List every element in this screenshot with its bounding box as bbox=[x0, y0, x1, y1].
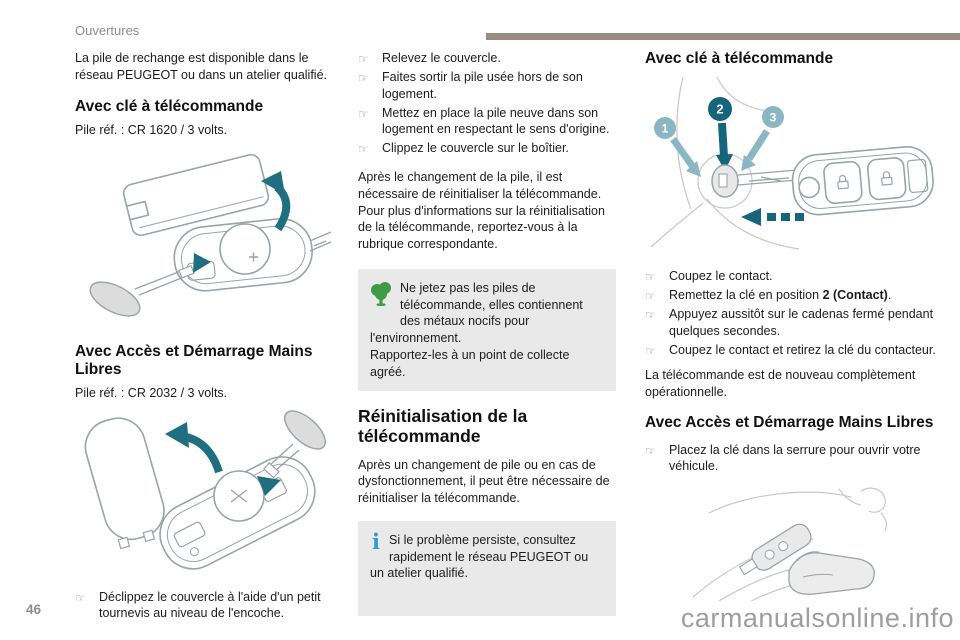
pointer-hand-icon: ☞ bbox=[645, 270, 656, 285]
info-icon: i bbox=[372, 528, 380, 554]
step-list-battery-change bbox=[358, 50, 616, 157]
environment-note-line1: Ne jetez pas les piles de télécommande, elles contiennent des métaux nocifs pour l'environnement. bbox=[370, 280, 583, 346]
step-item bbox=[358, 50, 616, 67]
remote-key-battery-illustration bbox=[81, 143, 331, 325]
svg-text:2: 2 bbox=[716, 101, 724, 117]
step-text: Clippez le couvercle sur le boîtier. bbox=[382, 141, 569, 156]
tree-icon bbox=[370, 281, 392, 312]
step-item bbox=[645, 287, 939, 304]
step-text: Remettez la clé en position 2 (Contact). bbox=[669, 288, 892, 303]
step-item bbox=[75, 589, 333, 623]
step-item bbox=[645, 306, 939, 340]
callout-3-badge bbox=[762, 106, 784, 128]
pointer-hand-icon: ☞ bbox=[358, 52, 369, 66]
step-item bbox=[645, 268, 939, 285]
step-item bbox=[645, 342, 939, 359]
column-middle bbox=[358, 50, 616, 622]
step-text: Déclippez le couvercle à l'aide d'un petit tournevis au niveau de l'encoche. bbox=[99, 589, 321, 621]
step-text: Placez la clé dans la serrure pour ouvrir votre véhicule. bbox=[669, 442, 921, 474]
ignition-reset-illustration bbox=[645, 75, 939, 255]
pointer-hand-icon: ☞ bbox=[75, 590, 86, 605]
environment-note-line2: Rapportez-les à un point de collecte agréé. bbox=[370, 347, 570, 379]
section-title-remote-key: Avec clé à télécommande bbox=[75, 97, 264, 115]
after-battery-note: Après le changement de la pile, il est nécessaire de réinitialiser la télécommande. Pour plus d'informations sur la réinitialisation de la télécommande, reportez-vous à la rubrique correspondante. bbox=[358, 170, 605, 252]
step-item bbox=[358, 105, 616, 139]
step-text: Mettez en place la pile neuve dans son logement en respectant le sens d'origine. bbox=[382, 105, 610, 137]
environment-note-box bbox=[358, 269, 616, 392]
step-list-reset bbox=[645, 268, 939, 359]
callout-2-badge bbox=[708, 97, 732, 121]
battery-ref-cr2032: Pile réf. : CR 2032 / 3 volts. bbox=[75, 386, 228, 401]
step-list-keyless bbox=[645, 442, 939, 476]
section-title-reinit: Réinitialisation de la télécommande bbox=[358, 406, 528, 446]
battery-ref-cr1620: Pile réf. : CR 1620 / 3 volts. bbox=[75, 122, 228, 137]
info-note-text: Si le problème persiste, consultez rapidement le réseau PEUGEOT ou un atelier qualifié. bbox=[370, 532, 589, 581]
step-text: Appuyez aussitôt sur le cadenas fermé pendant quelques secondes. bbox=[669, 307, 934, 339]
pointer-hand-icon: ☞ bbox=[645, 443, 656, 458]
step-text: Coupez le contact et retirez la clé du contacteur. bbox=[669, 342, 936, 357]
step-text: Faites sortir la pile usée hors de son logement. bbox=[382, 70, 583, 101]
info-note-box bbox=[358, 521, 616, 616]
pointer-hand-icon: ☞ bbox=[358, 142, 369, 157]
section-title-keyless: Avec Accès et Démarrage Mains Libres bbox=[75, 343, 313, 378]
column-right bbox=[645, 50, 939, 606]
pointer-hand-icon: ☞ bbox=[645, 289, 656, 304]
pointer-hand-icon: ☞ bbox=[645, 308, 656, 323]
header-bar-divider bbox=[486, 33, 960, 40]
door-lock-key-figure bbox=[691, 483, 939, 606]
keyless-fob-battery-illustration bbox=[69, 408, 331, 580]
door-lock-key-illustration bbox=[691, 483, 903, 601]
callout-1-badge bbox=[654, 117, 676, 139]
intro-paragraph: La pile de rechange est disponible dans le réseau PEUGEOT ou dans un atelier qualifié. bbox=[75, 51, 327, 82]
step-list-unclip bbox=[75, 589, 333, 623]
step-item bbox=[358, 69, 616, 103]
page-number: 46 bbox=[26, 602, 42, 617]
section-title-keyless-reset: Avec Accès et Démarrage Mains Libres bbox=[645, 414, 934, 432]
step-item bbox=[645, 442, 939, 476]
pointer-hand-icon: ☞ bbox=[358, 71, 369, 86]
keyless-fob-battery-figure bbox=[69, 408, 333, 585]
svg-text:3: 3 bbox=[769, 110, 777, 125]
step-text: Coupez le contact. bbox=[669, 269, 773, 284]
step-text: Relevez le couvercle. bbox=[382, 51, 501, 65]
step-item bbox=[358, 140, 616, 157]
reinit-paragraph: Après un changement de pile ou en cas de dysfonctionnement, il peut être nécessaire de réinitialiser la télécommande. bbox=[358, 457, 610, 506]
remote-key-battery-figure bbox=[81, 143, 333, 330]
pointer-hand-icon: ☞ bbox=[645, 343, 656, 358]
running-header: Ouvertures bbox=[75, 23, 140, 38]
column-left bbox=[75, 50, 333, 630]
watermark: carmanualsonline.info bbox=[680, 603, 954, 633]
ignition-reset-figure bbox=[645, 75, 939, 260]
position-2-contact: 2 (Contact) bbox=[822, 288, 888, 303]
section-title-remote-key-reset: Avec clé à télécommande bbox=[645, 50, 834, 67]
outcome-paragraph: La télécommande est de nouveau complètement opérationnelle. bbox=[645, 367, 916, 399]
svg-text:1: 1 bbox=[661, 121, 669, 136]
pointer-hand-icon: ☞ bbox=[358, 106, 369, 121]
